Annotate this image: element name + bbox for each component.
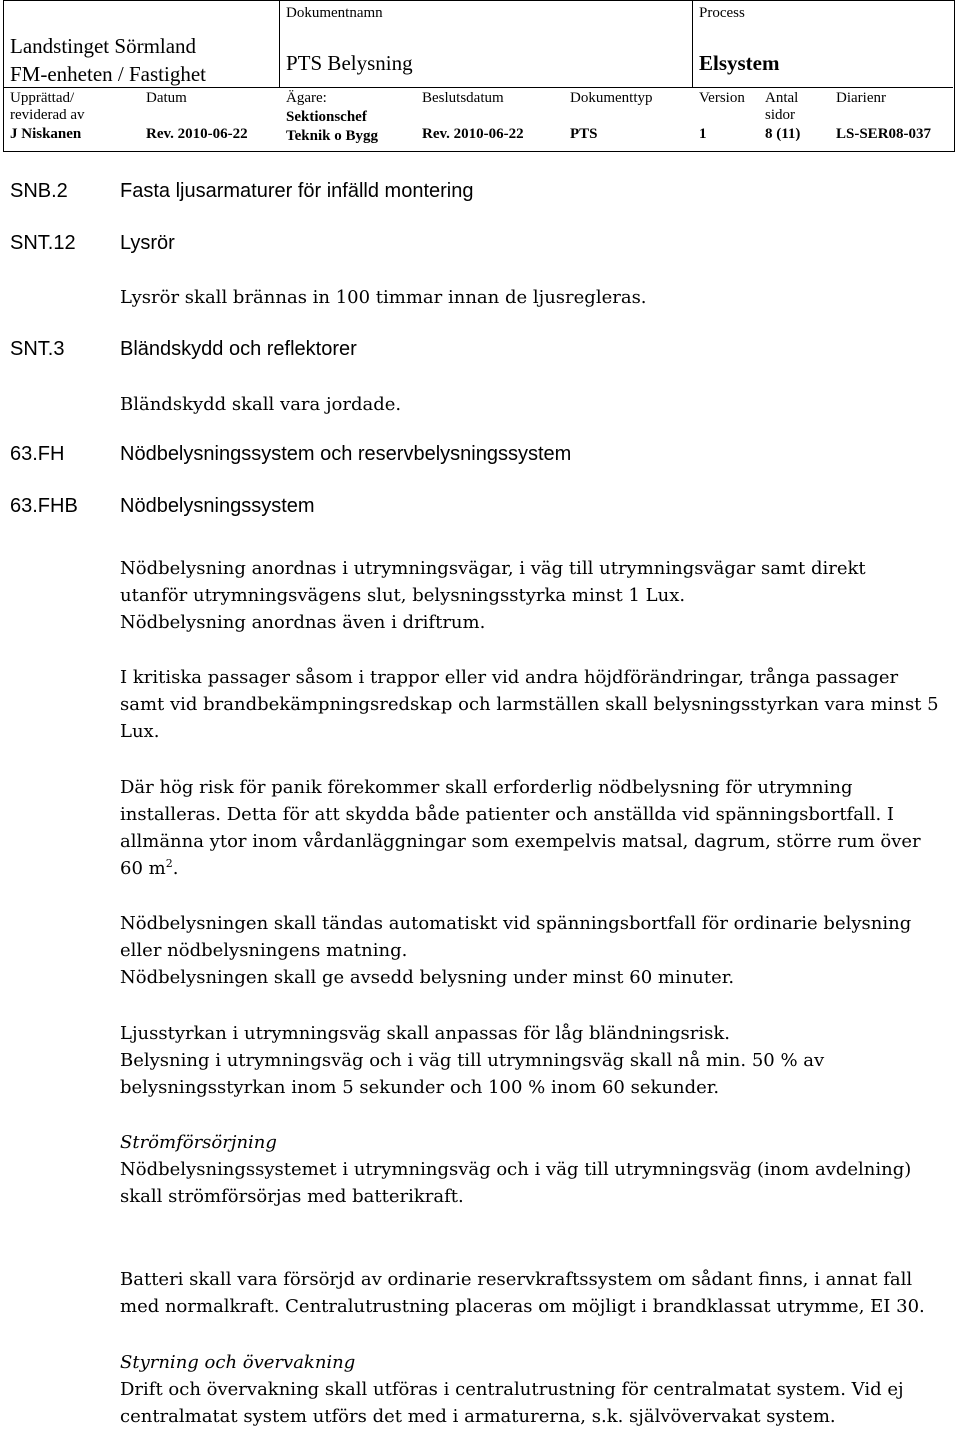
version-label: Version [699, 90, 745, 106]
section-text-snt12 [120, 284, 958, 311]
section-code-snt12: SNT.12 [10, 232, 76, 254]
paragraph-4 [120, 910, 958, 991]
pages-value: 8 (11) [765, 126, 801, 142]
decision-date-label: Beslutsdatum [422, 90, 504, 106]
text-line: Där hög risk för panik förekommer skall erforderlig nödbelysning för utrymning [120, 777, 853, 798]
header-divider [692, 1, 693, 87]
paragraph-3 [120, 774, 958, 882]
subheading-power-supply: Strömförsörjning [120, 1132, 277, 1153]
superscript: 2 [165, 857, 173, 870]
created-label: Upprättad/ [10, 90, 75, 106]
text-line: I kritiska passager såsom i trappor eller vid andra höjdförändringar, trånga passager [120, 667, 899, 688]
power-supply-block [120, 1129, 958, 1210]
text-line: Lux. [120, 721, 160, 742]
section-text-snt3 [120, 391, 958, 418]
text-line: samt vid brandbekämpningsredskap och larmställen skall belysningsstyrkan vara minst 5 [120, 694, 939, 715]
text-line: Nödbelysning anordnas även i driftrum. [120, 612, 486, 633]
docname-label: Dokumentnamn [286, 5, 383, 21]
text-line: utanför utrymningsvägens slut, belysningsstyrka minst 1 Lux. [120, 585, 686, 606]
paragraph-1 [120, 555, 958, 636]
text-line: Ljusstyrkan i utrymningsväg skall anpassas för låg bländningsrisk. [120, 1023, 731, 1044]
text-fragment: 60 m [120, 858, 166, 879]
document-header [3, 0, 955, 152]
date-label: Datum [146, 90, 187, 106]
docname-value: PTS Belysning [286, 51, 413, 75]
text-line: Nödbelysning anordnas i utrymningsvägar, i väg till utrymningsvägar samt direkt [120, 558, 866, 579]
org-name: Landstinget Sörmland [10, 34, 197, 58]
pages-label-2: sidor [765, 107, 795, 123]
text-line: med normalkraft. Centralutrustning placeras om möjligt i brandklassat utrymme, EI 30. [120, 1296, 925, 1317]
text-line: Drift och övervakning skall utföras i centralutrustning för centralmatat system. Vid ej [120, 1379, 904, 1400]
paragraph-2 [120, 664, 958, 745]
doctype-value: PTS [570, 126, 598, 142]
process-value: Elsystem [699, 51, 780, 75]
section-title-63fh: Nödbelysningssystem och reservbelysningssystem [120, 443, 572, 465]
owner-label: Ägare: [286, 90, 327, 106]
section-code-63fhb: 63.FHB [10, 495, 78, 517]
decision-date-value: Rev. 2010-06-22 [422, 126, 524, 142]
date-value: Rev. 2010-06-22 [146, 126, 248, 142]
org-unit: FM-enheten / Fastighet [10, 62, 206, 86]
pages-label: Antal [765, 90, 799, 106]
text-line: Nödbelysningen skall tändas automatiskt vid spänningsbortfall för ordinarie belysning [120, 913, 912, 934]
text-line [120, 855, 958, 882]
subheading-control-monitoring: Styrning och övervakning [120, 1352, 356, 1373]
text-line: skall strömförsörjas med batterikraft. [120, 1186, 464, 1207]
text-line: Belysning i utrymningsväg och i väg till utrymningsväg skall nå min. 50 % av [120, 1050, 825, 1071]
text-line: Lysrör skall brännas in 100 timmar innan de ljusregleras. [120, 287, 647, 308]
section-code-snb2: SNB.2 [10, 180, 68, 202]
diary-label: Diarienr [836, 90, 886, 106]
header-divider [279, 1, 280, 87]
text-line: eller nödbelysningens matning. [120, 940, 408, 961]
text-fragment: . [172, 858, 179, 879]
text-line: Bländskydd skall vara jordade. [120, 394, 402, 415]
text-line: Batteri skall vara försörjd av ordinarie reservkraftssystem om sådant finns, i annat fall [120, 1269, 913, 1290]
header-divider [4, 87, 953, 88]
text-line: installeras. Detta för att skydda både patienter och anställda vid spänningsbortfall. I [120, 804, 895, 825]
owner-value: Sektionschef [286, 109, 367, 125]
paragraph-7 [120, 1266, 958, 1320]
paragraph-5 [120, 1020, 958, 1101]
text-line: centralmatat system utförs det med i armaturerna, s.k. självövervakat system. [120, 1406, 836, 1427]
section-title-snt3: Bländskydd och reflektorer [120, 338, 357, 360]
version-value: 1 [699, 126, 707, 142]
section-title-snt12: Lysrör [120, 232, 175, 254]
section-title-snb2: Fasta ljusarmaturer för infälld montering [120, 180, 474, 202]
diary-value: LS-SER08-037 [836, 126, 932, 142]
owner-value-2: Teknik o Bygg [286, 128, 378, 144]
text-line: allmänna ytor inom vårdanläggningar som exempelvis matsal, dagrum, större rum över [120, 831, 921, 852]
control-monitoring-block [120, 1349, 958, 1430]
doctype-label: Dokumenttyp [570, 90, 653, 106]
process-label: Process [699, 5, 745, 21]
section-code-63fh: 63.FH [10, 443, 65, 465]
section-code-snt3: SNT.3 [10, 338, 65, 360]
text-line: Nödbelysningen skall ge avsedd belysning under minst 60 minuter. [120, 967, 735, 988]
created-value: J Niskanen [10, 126, 82, 142]
text-line: Nödbelysningssystemet i utrymningsväg och i väg till utrymningsväg (inom avdelning) [120, 1159, 912, 1180]
created-label-2: reviderad av [10, 107, 85, 123]
section-title-63fhb: Nödbelysningssystem [120, 495, 315, 517]
text-line: belysningsstyrkan inom 5 sekunder och 100 % inom 60 sekunder. [120, 1077, 720, 1098]
